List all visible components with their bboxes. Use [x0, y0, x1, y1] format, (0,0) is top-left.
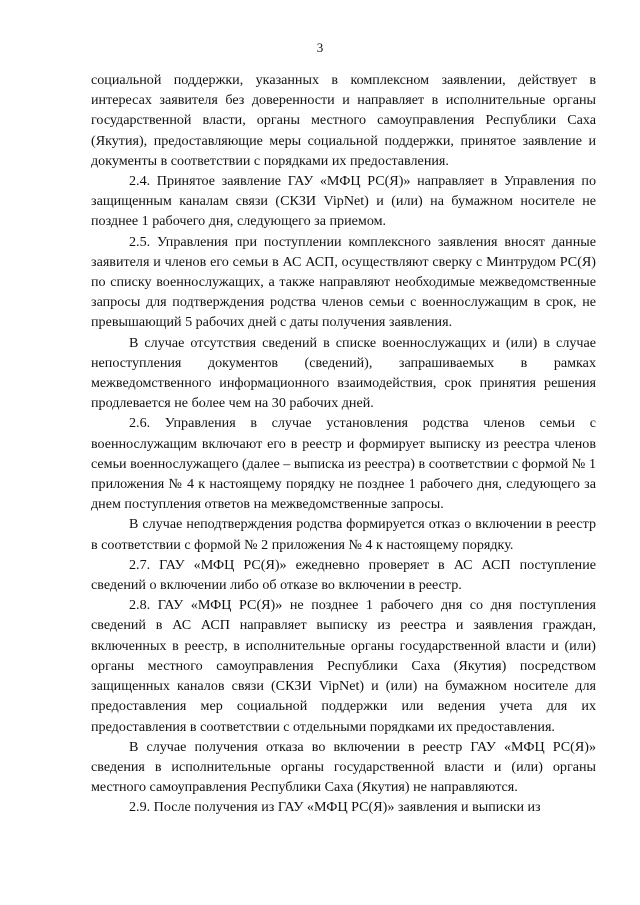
paragraph-2-5: 2.5. Управления при поступлении комплексного заявления вносят данные заявителя и членов его семьи в АС АСП, осуществляют сверку с Минтрудом РС(Я) по списку военнослужащих, а также направляют необходимые межведомственные запросы для подтверждения родства членов семьи с военнослужащим в срок, не превышающий 5 рабочих дней с даты получения заявления. [91, 233, 596, 331]
page-number: 3 [316, 40, 324, 55]
paragraph-2-9: 2.9. После получения из ГАУ «МФЦ РС(Я)» заявления и выписки из [129, 799, 541, 816]
paragraph-2-8-refusal: В случае получения отказа во включении в реестр ГАУ «МФЦ РС(Я)» сведения в исполнительные органы государственной власти и (или) органы местного самоуправления Республики Саха (Якутия) не направляются. [91, 738, 596, 796]
document-body [91, 70, 596, 818]
paragraph-2-6-refusal: В случае неподтверждения родства формируется отказ о включении в реестр в соответствии с формой № 2 приложения № 4 к настоящему порядку. [91, 516, 596, 553]
paragraph-continuation: социальной поддержки, указанных в комплексном заявлении, действует в интересах заявителя без доверенности и направляет в исполнительные органы государственной власти, органы местного самоуправления Республики Саха (Якутия), предоставляющие меры социальной поддержки, принятое заявление и документы в соответствии с порядками их предоставления. [91, 72, 596, 169]
paragraph-2-6: 2.6. Управления в случае установления родства членов семьи с военнослужащим включают его в реестр и формирует выписку из реестра членов семьи военнослужащего (далее – выписка из реестра) в соответствии с формой № 1 приложения № 4 к настоящему порядку не позднее 1 рабочего дня, следующего за днем поступления ответов на межведомственные запросы. [91, 415, 596, 513]
paragraph-2-5-extension: В случае отсутствия сведений в списке военнослужащих и (или) в случае непоступления документов (сведений), запрашиваемых в рамках межведомственного информационного взаимодействия, срок принятия решения продлевается не более чем на 30 рабочих дней. [91, 334, 596, 412]
paragraph-2-8: 2.8. ГАУ «МФЦ РС(Я)» не позднее 1 рабочего дня со дня поступления сведений в АС АСП направляет выписку из реестра и заявления граждан, включенных в реестр, в исполнительные органы государственной власти и (или) органы местного самоуправления Республики Саха (Якутия) посредством защищенных каналов связи (СКЗИ VipNet) и (или) на бумажном носителе для предоставления мер социальной поддержки или ведения учета для их предоставления в соответствии с отдельными порядками их предоставления. [91, 597, 596, 735]
paragraph-2-4: 2.4. Принятое заявление ГАУ «МФЦ РС(Я)» направляет в Управления по защищенным каналам связи (СКЗИ VipNet) и (или) на бумажном носителе не позднее 1 рабочего дня, следующего за приемом. [91, 173, 596, 230]
paragraph-2-7: 2.7. ГАУ «МФЦ РС(Я)» ежедневно проверяет в АС АСП поступление сведений о включении либо об отказе во включении в реестр. [91, 556, 596, 594]
